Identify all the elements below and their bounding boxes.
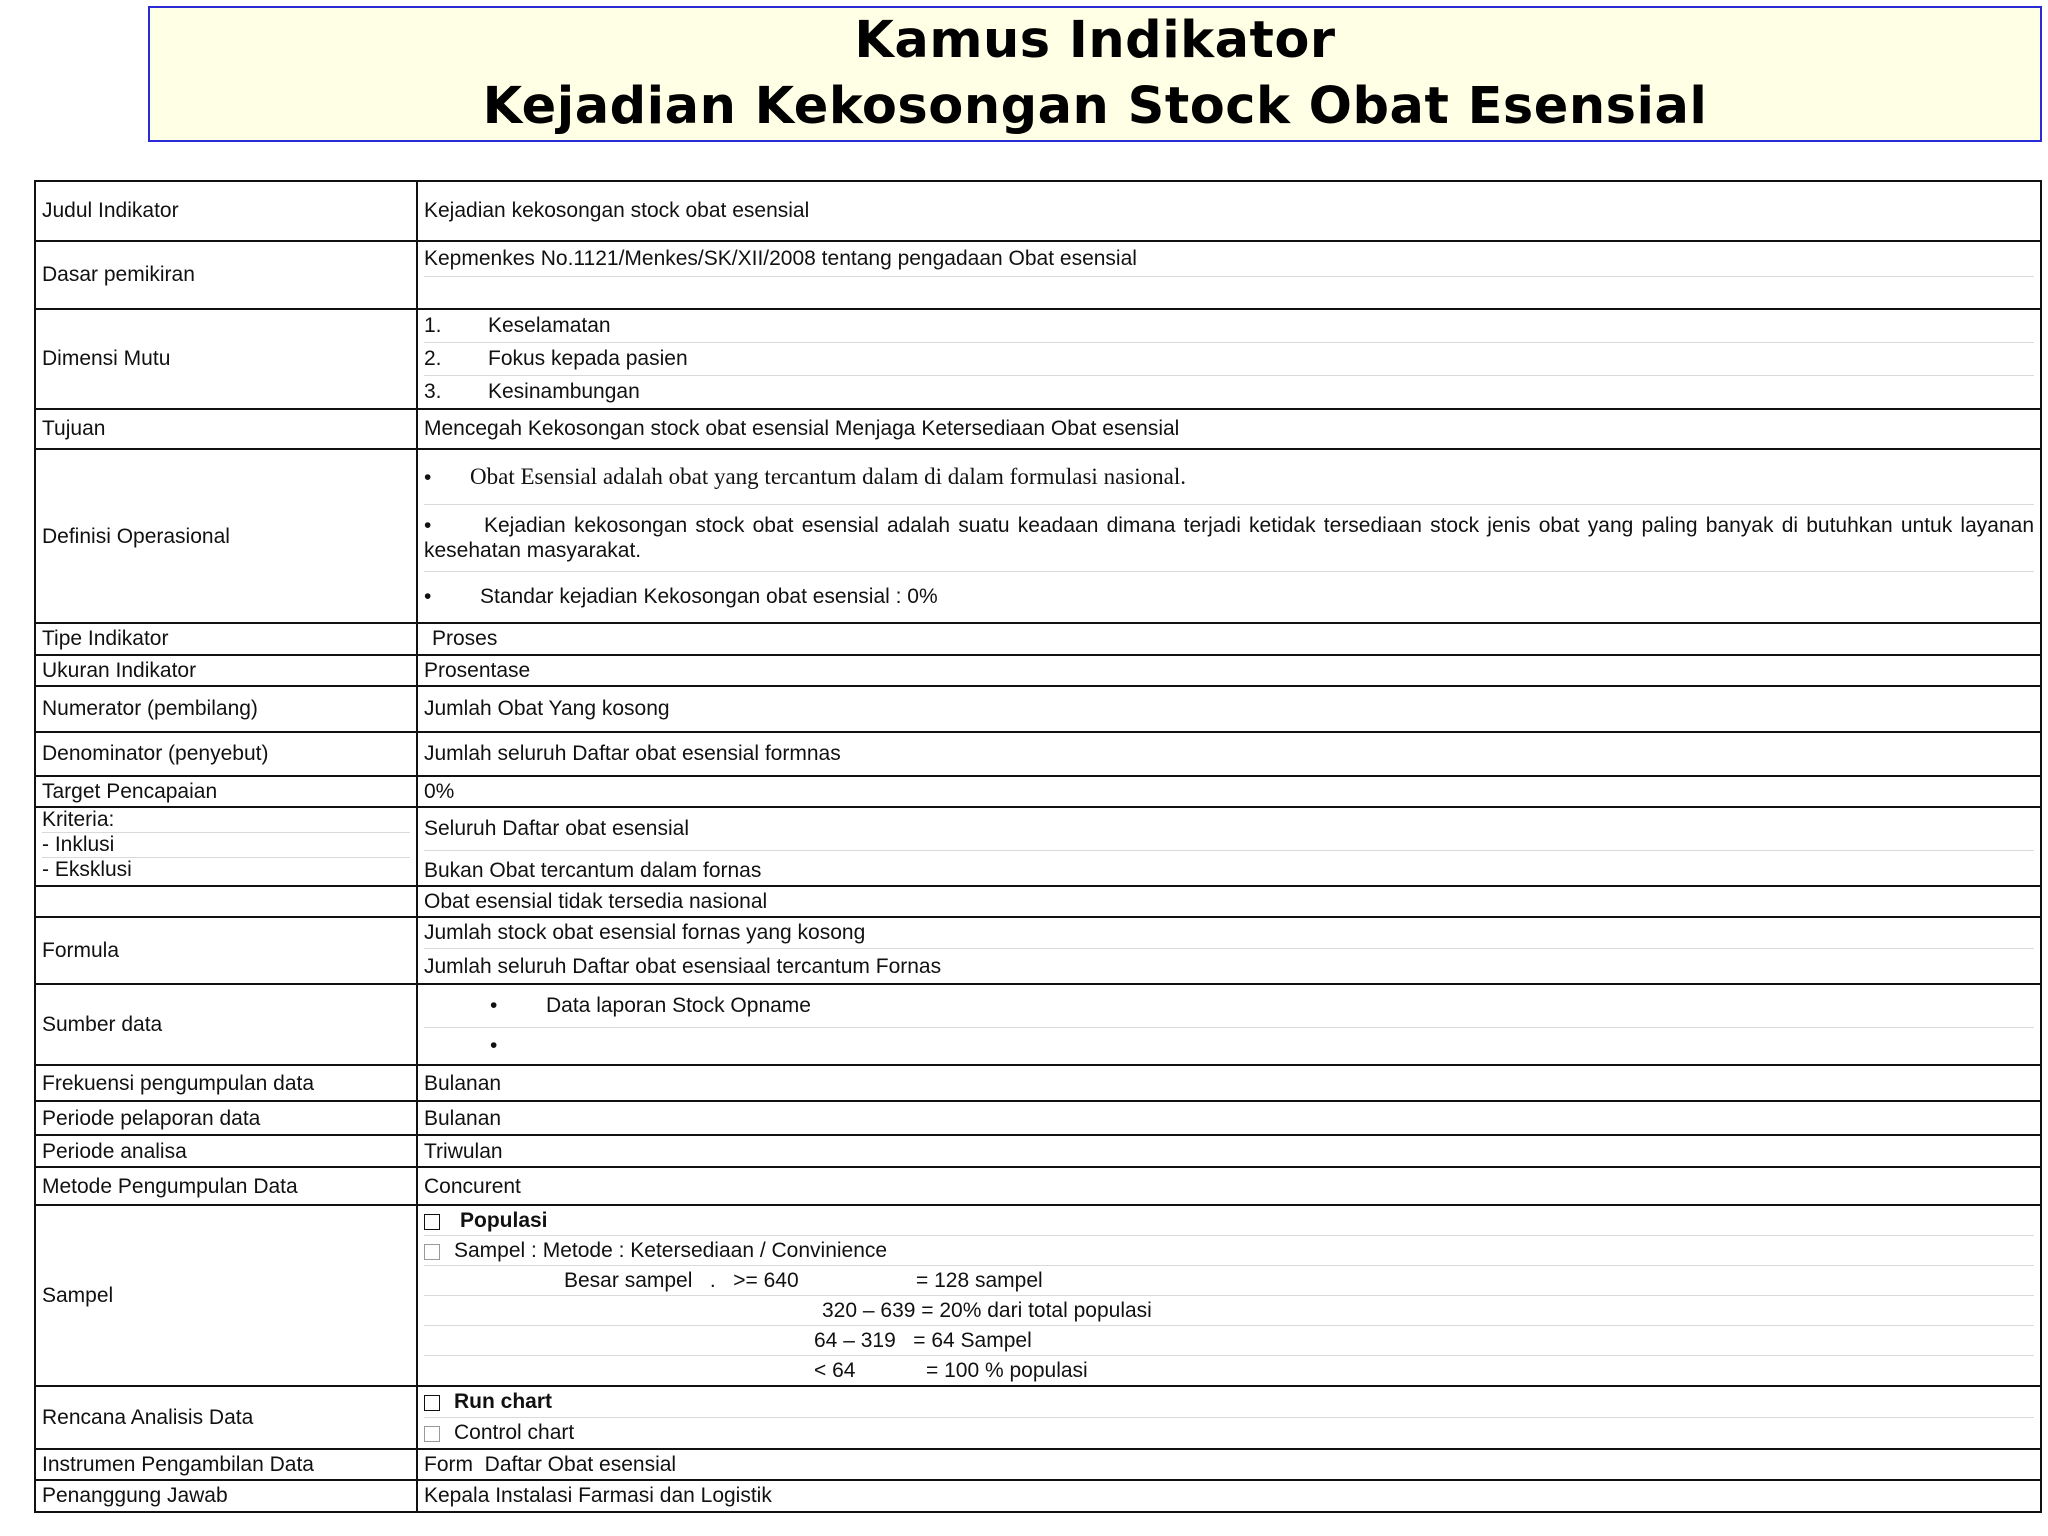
row-frekuensi [35,1065,2041,1101]
value-frekuensi: Bulanan [417,1065,2041,1101]
row-metode [35,1167,2041,1205]
rencana-control-chart: Control chart [424,1418,2034,1448]
label-tujuan: Tujuan [35,409,417,449]
label-periode-lapor: Periode pelaporan data [35,1101,417,1135]
dimensi-item: 1. Keselamatan [424,314,611,337]
label-eksklusi: - Eksklusi [42,857,132,881]
row-kriteria [35,807,2041,886]
sampel-besar: Besar sampel . >= 640 = 128 sampel [424,1265,2034,1295]
row-formula [35,917,2041,984]
label-sampel: Sampel [35,1205,417,1386]
label-dimensi: Dimensi Mutu [35,309,417,409]
row-periode-lapor [35,1101,2041,1135]
definisi-item: • Standar kejadian Kekosongan obat esensial : 0% [424,571,2034,622]
row-numerator [35,686,2041,732]
value-metode: Concurent [417,1167,2041,1205]
label-frekuensi: Frekuensi pengumpulan data [35,1065,417,1101]
formula-denominator: Jumlah seluruh Daftar obat esensiaal tercantum Fornas [424,955,942,979]
value-denominator: Jumlah seluruh Daftar obat esensial formnas [417,732,2041,776]
value-ukuran: Prosentase [417,655,2041,686]
value-judul: Kejadian kekosongan stock obat esensial [417,181,2041,241]
value-periode-analisa: Triwulan [417,1135,2041,1167]
title-line-2: Kejadian Kekosongan Stock Obat Esensial [482,77,1708,136]
row-sumber [35,984,2041,1065]
definisi-item: • Kejadian kekosongan stock obat esensial adalah suatu keadaan dimana terjadi ketidak tersediaan stock jenis obat yang paling banyak di butuhkan untuk layanan kesehatan masyarakat. [424,504,2034,571]
label-target: Target Pencapaian [35,776,417,807]
value-inklusi: Seluruh Daftar obat esensial [424,808,2034,851]
value-tujuan: Mencegah Kekosongan stock obat esensial Menjaga Ketersediaan Obat esensial [417,409,2041,449]
label-tipe: Tipe Indikator [35,623,417,654]
title-line-1: Kamus Indikator [854,11,1336,70]
sumber-item-empty: • [490,1034,498,1058]
row-judul [35,181,2041,241]
sampel-populasi: Populasi [424,1206,2034,1235]
row-denominator [35,732,2041,776]
sampel-range-3: 64 – 319 = 64 Sampel [424,1325,2034,1355]
value-eksklusi: Bukan Obat tercantum dalam fornas [424,858,762,882]
label-kriteria: Kriteria: [42,808,410,833]
label-formula: Formula [35,917,417,984]
checkbox-icon [424,1395,440,1411]
sampel-metode: Sampel : Metode : Ketersediaan / Convinience [424,1235,2034,1265]
row-penanggung [35,1480,2041,1511]
definisi-item: • Obat Esensial adalah obat yang tercantum dalam di dalam formulasi nasional. [424,464,1186,489]
row-ukuran [35,655,2041,686]
row-instrumen [35,1449,2041,1480]
label-rencana: Rencana Analisis Data [35,1386,417,1449]
checkbox-icon [424,1426,440,1442]
row-definisi [35,449,2041,623]
formula-numerator: Jumlah stock obat esensial fornas yang kosong [424,918,2034,949]
row-rencana [35,1386,2041,1449]
value-instrumen: Form Daftar Obat esensial [417,1449,2041,1480]
row-kriteria-extra [35,886,2041,917]
value-tipe: Proses [417,623,2041,654]
label-dasar: Dasar pemikiran [35,241,417,309]
title-banner [148,6,2042,142]
value-periode-lapor: Bulanan [417,1101,2041,1135]
value-numerator: Jumlah Obat Yang kosong [417,686,2041,732]
row-dasar [35,241,2041,309]
sampel-range-4: < 64 = 100 % populasi [424,1355,2034,1385]
checkbox-icon [424,1244,440,1260]
sumber-item: • Data laporan Stock Opname [424,985,2034,1028]
label-denominator: Denominator (penyebut) [35,732,417,776]
value-dasar: Kepmenkes No.1121/Menkes/SK/XII/2008 tentang pengadaan Obat esensial [424,242,2034,277]
value-penanggung: Kepala Instalasi Farmasi dan Logistik [417,1480,2041,1511]
rencana-run-chart: Run chart [424,1387,2034,1418]
value-kriteria-extra: Obat esensial tidak tersedia nasional [417,886,2041,917]
label-ukuran: Ukuran Indikator [35,655,417,686]
label-metode: Metode Pengumpulan Data [35,1167,417,1205]
label-periode-analisa: Periode analisa [35,1135,417,1167]
sampel-range-2: 320 – 639 = 20% dari total populasi [424,1295,2034,1325]
dimensi-item: 3. Kesinambungan [424,375,2034,408]
label-instrumen: Instrumen Pengambilan Data [35,1449,417,1480]
checkbox-icon [424,1214,440,1230]
label-sumber: Sumber data [35,984,417,1065]
row-dimensi [35,309,2041,409]
label-numerator: Numerator (pembilang) [35,686,417,732]
label-inklusi: - Inklusi [42,833,410,858]
row-target [35,776,2041,807]
row-periode-analisa [35,1135,2041,1167]
row-tipe [35,623,2041,654]
label-definisi: Definisi Operasional [35,449,417,623]
label-judul: Judul Indikator [35,181,417,241]
label-penanggung: Penanggung Jawab [35,1480,417,1511]
row-tujuan [35,409,2041,449]
value-target: 0% [417,776,2041,807]
row-sampel [35,1205,2041,1386]
indicator-table [34,180,2042,1513]
dimensi-item: 2. Fokus kepada pasien [424,342,2034,375]
